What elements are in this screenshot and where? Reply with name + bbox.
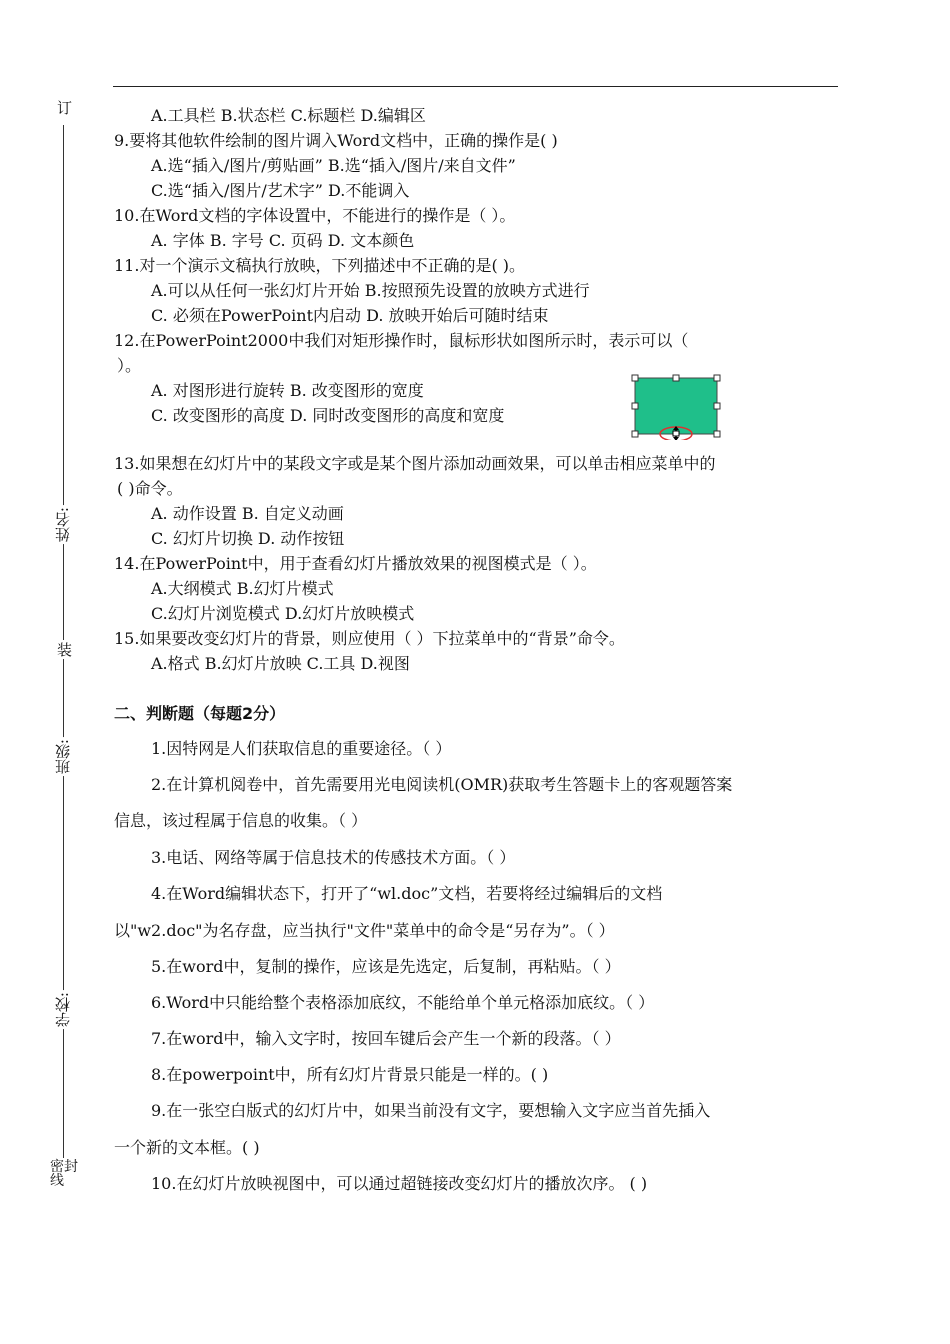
judge-5: 5.在word中，复制的操作，应该是先选定，后复制，再粘贴。（ ） bbox=[151, 957, 621, 976]
q9-options-1: A.选“插入/图片/剪贴画” B.选“插入/图片/来自文件” bbox=[151, 156, 516, 175]
section-title: 二、判断题（每题2分） bbox=[114, 704, 286, 723]
q15-options: A.格式 B.幻灯片放映 C.工具 D.视图 bbox=[151, 654, 410, 673]
seal-line-label: 密封线 bbox=[50, 1158, 84, 1190]
q11-options-1: A.可以从任何一张幻灯片开始 B.按照预先设置的放映方式进行 bbox=[151, 281, 590, 300]
q8-options: A.工具栏 B.状态栏 C.标题栏 D.编辑区 bbox=[151, 106, 426, 125]
judge-1: 1.因特网是人们获取信息的重要途径。（ ） bbox=[151, 739, 452, 758]
q12-stem-cont: ）。 bbox=[117, 356, 142, 375]
q10-stem: 10.在Word文档的字体设置中，不能进行的操作是（ ）。 bbox=[114, 206, 516, 225]
judge-4: 4.在Word编辑状态下，打开了“wl.doc”文档，若要将经过编辑后的文档 bbox=[151, 884, 663, 903]
judge-7: 7.在word中，输入文字时，按回车键后会产生一个新的段落。（ ） bbox=[151, 1029, 621, 1048]
q9-stem: 9.要将其他软件绘制的图片调入Word文档中，正确的操作是( ) bbox=[114, 131, 558, 150]
judge-2-cont: 信息，该过程属于信息的收集。（ ） bbox=[114, 811, 368, 830]
q12-stem: 12.在PowerPoint2000中我们对矩形操作时，鼠标形状如图所示时，表示可以（ bbox=[114, 331, 689, 350]
q13-stem: 13.如果想在幻灯片中的某段文字或是某个图片添加动画效果，可以单击相应菜单中的 bbox=[114, 454, 716, 473]
q13-options-1: A. 动作设置 B. 自定义动画 bbox=[151, 504, 344, 523]
judge-9: 9.在一张空白版式的幻灯片中，如果当前没有文字，要想输入文字应当首先插入 bbox=[151, 1101, 711, 1120]
q14-stem: 14.在PowerPoint中，用于查看幻灯片播放效果的视图模式是（ ）。 bbox=[114, 554, 597, 573]
school-label: 学校: bbox=[54, 992, 72, 1028]
q15-stem: 15.如果要改变幻灯片的背景，则应使用（ ）下拉菜单中的“背景”命令。 bbox=[114, 629, 625, 648]
q11-stem: 11.对一个演示文稿执行放映，下列描述中不正确的是( )。 bbox=[114, 256, 526, 275]
q14-options-1: A.大纲模式 B.幻灯片模式 bbox=[151, 579, 334, 598]
binding-ding: 订 bbox=[55, 100, 73, 115]
q14-options-2: C.幻灯片浏览模式 D.幻灯片放映模式 bbox=[151, 604, 415, 623]
judge-8: 8.在powerpoint中，所有幻灯片背景只能是一样的。( ) bbox=[151, 1065, 549, 1084]
judge-3: 3.电话、网络等属于信息技术的传感技术方面。（ ） bbox=[151, 848, 516, 867]
q11-options-2: C. 必须在PowerPoint内启动 D. 放映开始后可随时结束 bbox=[151, 306, 549, 325]
name-label: 姓名: bbox=[54, 507, 72, 543]
binding-zhuang: 装 bbox=[55, 642, 73, 657]
q13-options-2: C. 幻灯片切换 D. 动作按钮 bbox=[151, 529, 345, 548]
resize-cursor-figure bbox=[629, 374, 725, 440]
q12-options-2: C. 改变图形的高度 D. 同时改变图形的高度和宽度 bbox=[151, 406, 505, 425]
q9-options-2: C.选“插入/图片/艺术字” D.不能调入 bbox=[151, 181, 410, 200]
judge-9-cont: 一个新的文本框。( ) bbox=[114, 1138, 260, 1157]
class-label: 班级: bbox=[54, 739, 72, 775]
judge-4-cont: 以"w2.doc"为名存盘，应当执行"文件"菜单中的命令是“另存为”。（ ） bbox=[114, 921, 615, 940]
green-rectangle bbox=[635, 378, 717, 434]
q10-options: A. 字体 B. 字号 C. 页码 D. 文本颜色 bbox=[151, 231, 415, 250]
top-rule bbox=[113, 86, 838, 87]
judge-6: 6.Word中只能给整个表格添加底纹，不能给单个单元格添加底纹。（ ） bbox=[151, 993, 655, 1012]
q12-options-1: A. 对图形进行旋转 B. 改变图形的宽度 bbox=[151, 381, 424, 400]
judge-10: 10.在幻灯片放映视图中，可以通过超链接改变幻灯片的播放次序。 ( ) bbox=[151, 1174, 648, 1193]
q13-stem-cont: ( )命令。 bbox=[117, 479, 183, 498]
judge-2: 2.在计算机阅卷中，首先需要用光电阅读机(OMR)获取考生答题卡上的客观题答案 bbox=[151, 775, 733, 794]
